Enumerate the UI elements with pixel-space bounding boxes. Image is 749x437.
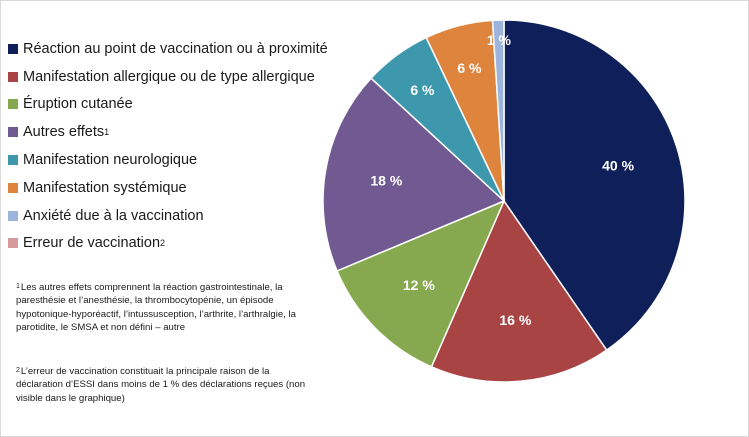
slice-data-label: 16 % xyxy=(499,311,532,328)
legend-label: Manifestation systémique xyxy=(23,179,187,196)
legend-label: Manifestation allergique ou de type allergique xyxy=(23,68,315,85)
footnote-text: Les autres effets comprennent la réaction gastrointestinale, la paresthésie et l’anesthésie, la thrombocytopénie, un épisode hypotonique-hyporéactif, l’intussusception, l’arthrite, l’arthralgie, la parotidite, le SMSA et non défini – autre xyxy=(16,282,296,334)
legend-label: Éruption cutanée xyxy=(23,96,133,113)
legend-label: Réaction au point de vaccination ou à proximité xyxy=(23,40,328,57)
slice-data-label: 12 % xyxy=(402,276,435,293)
legend-label: Autres effets xyxy=(23,124,105,141)
slice-data-label: 6 % xyxy=(410,82,435,99)
legend-label: Anxiété due à la vaccination xyxy=(23,207,204,224)
footnote-text: L’erreur de vaccination constituait la principale raison de la déclaration d’ESSI dans moins de 1 % des déclarations reçues (non visible dans le graphique) xyxy=(16,366,306,404)
slice-data-label: 40 % xyxy=(602,157,635,174)
legend-label: Erreur de vaccination xyxy=(23,235,161,252)
legend-label: Manifestation neurologique xyxy=(23,152,198,169)
slice-data-label: 6 % xyxy=(457,59,482,76)
slice-data-label: 18 % xyxy=(370,172,403,189)
legend-item: Autres effets 1 xyxy=(8,118,328,146)
legend-item: Erreur de vaccination 2 xyxy=(8,230,328,258)
slice-data-label: 1 % xyxy=(486,31,511,48)
footnote-mark: 2 xyxy=(16,367,20,374)
footnote-mark: 1 xyxy=(16,283,20,290)
